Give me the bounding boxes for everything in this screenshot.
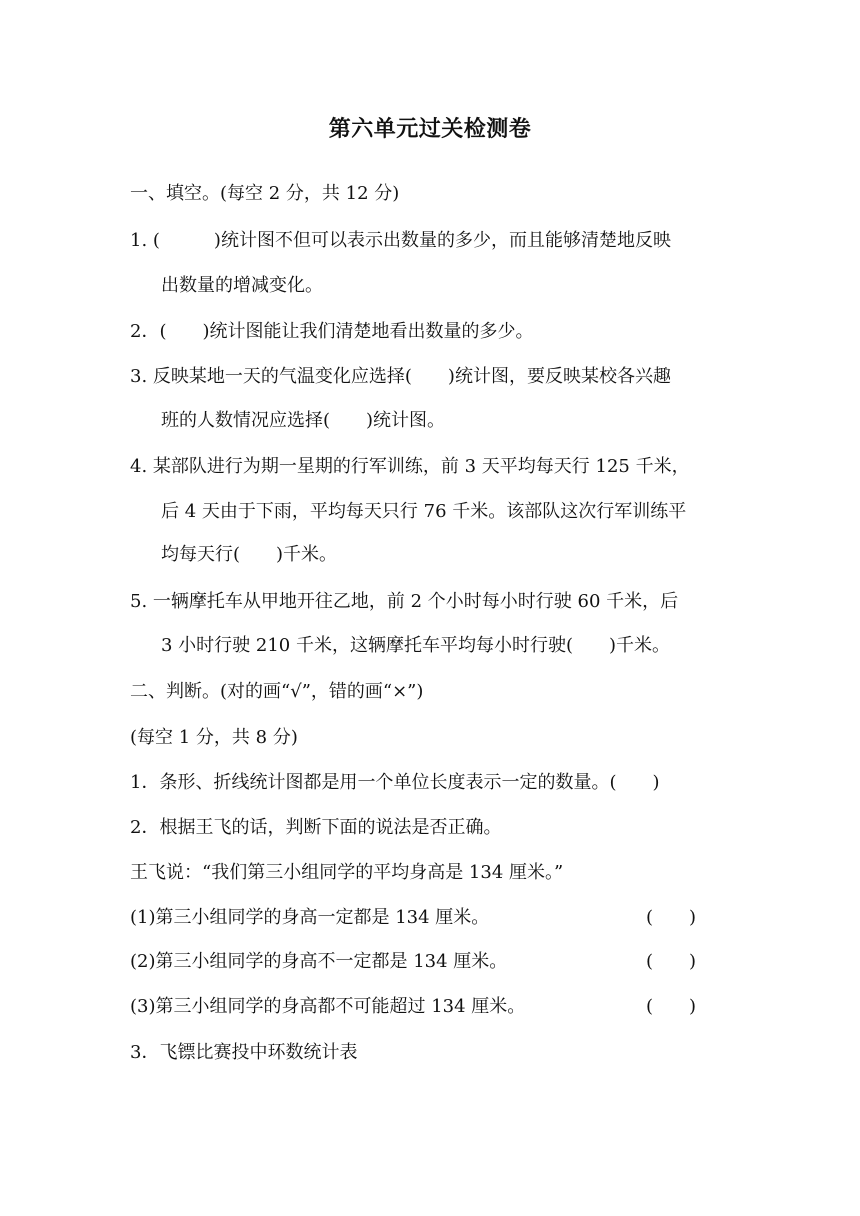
- question-4-line1: 4. 某部队进行为期一星期的行军训练，前 3 天平均每天行 125 千米，: [130, 456, 690, 477]
- section2-header: 二、判断。(对的画“√”，错的画“×”): [130, 681, 424, 702]
- section1-header: 一、填空。(每空 2 分，共 12 分): [130, 183, 400, 204]
- judge-question-1: 1．条形、折线统计图都是用一个单位长度表示一定的数量。( ): [130, 772, 660, 793]
- page-title: 第六单元过关检测卷: [328, 117, 532, 142]
- statement-2: (2)第三小组同学的身高不一定都是 134 厘米。: [130, 951, 508, 972]
- statement-3: (3)第三小组同学的身高都不可能超过 134 厘米。: [130, 996, 526, 1017]
- statement-1: (1)第三小组同学的身高一定都是 134 厘米。: [130, 907, 490, 928]
- statement-2-answer-blank[interactable]: ( ): [646, 951, 697, 972]
- section2-subheader: (每空 1 分，共 8 分): [130, 727, 298, 748]
- quote-line: 王飞说：“我们第三小组同学的平均身高是 134 厘米。”: [130, 862, 564, 883]
- question-5-line1: 5. 一辆摩托车从甲地开往乙地，前 2 个小时每小时行驶 60 千米，后: [130, 591, 679, 612]
- question-2: 2．( )统计图能让我们清楚地看出数量的多少。: [130, 321, 534, 342]
- question-4-line3: 均每天行( )千米。: [161, 544, 338, 565]
- judge-question-2: 2．根据王飞的话，判断下面的说法是否正确。: [130, 817, 502, 838]
- question-4-line2: 后 4 天由于下雨，平均每天只行 76 千米。该部队这次行军训练平: [161, 501, 687, 522]
- question-1-line2: 出数量的增减变化。: [161, 275, 323, 296]
- question-1-line1: 1. ( )统计图不但可以表示出数量的多少，而且能够清楚地反映: [130, 230, 671, 251]
- question-3-line2: 班的人数情况应选择( )统计图。: [161, 410, 446, 431]
- judge-question-3: 3．飞镖比赛投中环数统计表: [130, 1042, 358, 1063]
- question-3-line1: 3. 反映某地一天的气温变化应选择( )统计图，要反映某校各兴趣: [130, 366, 671, 387]
- question-5-line2: 3 小时行驶 210 千米，这辆摩托车平均每小时行驶( )千米。: [161, 635, 671, 656]
- statement-3-answer-blank[interactable]: ( ): [646, 996, 697, 1017]
- statement-1-answer-blank[interactable]: ( ): [646, 907, 697, 928]
